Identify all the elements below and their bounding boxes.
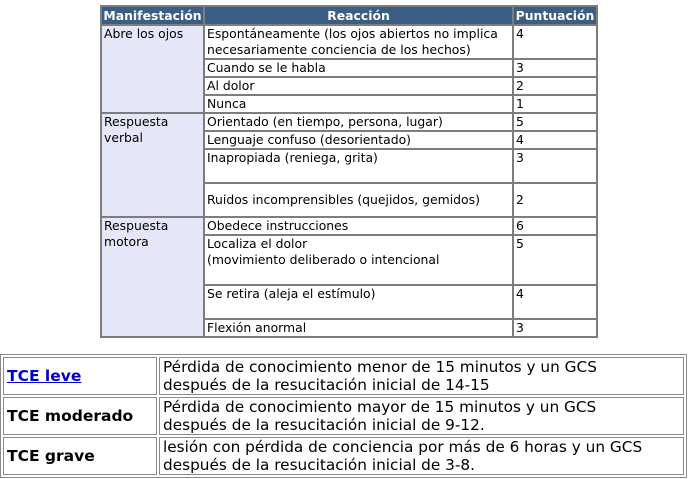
reaction-cell: Nunca	[204, 95, 513, 113]
category-cell	[101, 25, 204, 113]
score-cell: 3	[513, 59, 597, 77]
reaction-cell	[204, 235, 513, 285]
score-cell: 2	[513, 183, 597, 217]
reaction-cell: Orientado (en tiempo, persona, lugar)	[204, 113, 513, 131]
category-label: Respuesta	[104, 218, 169, 233]
reaction-cell: Flexión anormal	[204, 319, 513, 337]
reaction-cell	[204, 25, 513, 59]
description-cell	[159, 437, 684, 475]
score-cell: 4	[513, 131, 597, 149]
description-line: Pérdida de conocimiento menor de 15 minutos y un GCS	[163, 358, 597, 376]
reaction-text-line2: necesariamente conciencia de los hechos)	[207, 42, 471, 57]
score-cell: 3	[513, 319, 597, 337]
table-row	[101, 217, 597, 235]
description-line: Pérdida de conocimiento mayor de 15 minutos y un GCS	[163, 398, 597, 416]
reaction-text: Espontáneamente (los ojos abiertos no implica	[207, 26, 498, 41]
description-cell	[159, 357, 684, 395]
reaction-cell: Lenguaje confuso (desorientado)	[204, 131, 513, 149]
tce-row	[3, 437, 684, 475]
header-reaccion: Reacción	[204, 6, 513, 25]
tce-row	[3, 357, 684, 395]
category-cell	[101, 217, 204, 337]
term-cell: TCE moderado	[3, 397, 157, 435]
reaction-cell: Al dolor	[204, 77, 513, 95]
reaction-text: Localiza el dolor	[207, 236, 308, 251]
reaction-cell: Inapropiada (reniega, grita)	[204, 149, 513, 183]
category-label: Respuesta	[104, 114, 169, 129]
reaction-cell: Cuando se le habla	[204, 59, 513, 77]
description-line: después de la resucitación inicial de 9-12.	[163, 416, 485, 434]
tce-leve-link[interactable]: TCE leve	[7, 367, 82, 385]
tce-classification-table	[0, 354, 687, 478]
score-cell: 6	[513, 217, 597, 235]
term-cell: TCE grave	[3, 437, 157, 475]
reaction-cell: Obedece instrucciones	[204, 217, 513, 235]
category-cell	[101, 113, 204, 217]
glasgow-coma-scale-table	[100, 5, 598, 338]
description-line: después de la resucitación inicial de 14-15	[163, 376, 490, 394]
reaction-cell: Se retira (aleja el estímulo)	[204, 285, 513, 319]
table-row	[101, 25, 597, 59]
description-cell	[159, 397, 684, 435]
header-manifestacion: Manifestación	[101, 6, 204, 25]
reaction-cell: Ruidos incomprensibles (quejidos, gemidos)	[204, 183, 513, 217]
reaction-text-line2: (movimiento deliberado o intencional	[207, 252, 440, 267]
term-cell	[3, 357, 157, 395]
tce-row	[3, 397, 684, 435]
header-row	[101, 6, 597, 25]
description-line: lesión con pérdida de conciencia por más de 6 horas y un GCS	[163, 438, 643, 456]
header-puntuacion: Puntuación	[513, 6, 597, 25]
score-cell: 5	[513, 235, 597, 285]
score-cell: 2	[513, 77, 597, 95]
table-row	[101, 113, 597, 131]
score-cell: 4	[513, 25, 597, 59]
category-label: Abre los ojos	[104, 26, 184, 41]
category-label-line2: motora	[104, 234, 149, 249]
score-cell: 4	[513, 285, 597, 319]
score-cell: 3	[513, 149, 597, 183]
category-label-line2: verbal	[104, 130, 143, 145]
score-cell: 1	[513, 95, 597, 113]
score-cell: 5	[513, 113, 597, 131]
description-line: después de la resucitación inicial de 3-8.	[163, 456, 476, 474]
